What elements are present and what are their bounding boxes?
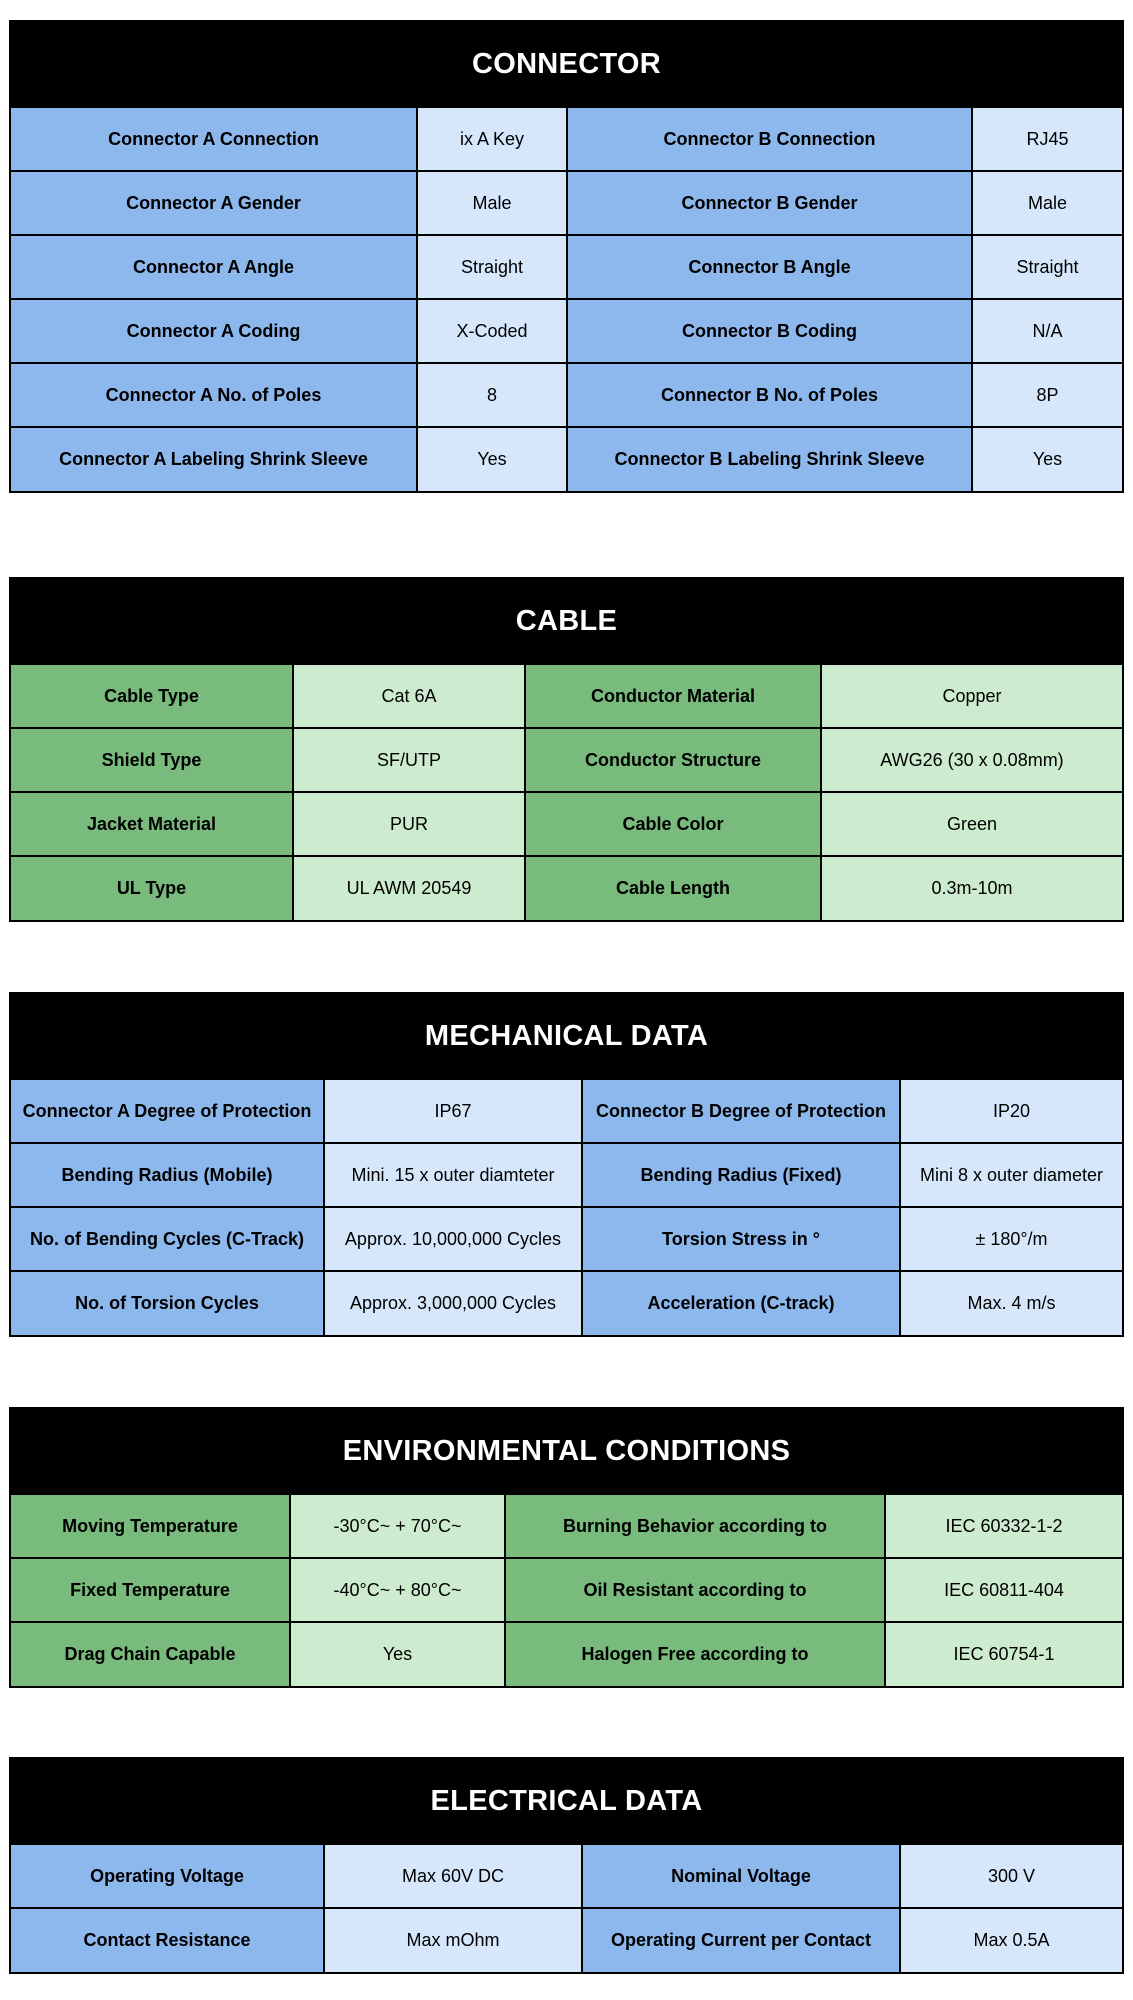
mechanical-section bbox=[9, 992, 1124, 1337]
spec-value: Copper bbox=[821, 664, 1122, 728]
spec-value: IP20 bbox=[900, 1079, 1122, 1143]
spec-value: IEC 60754-1 bbox=[885, 1622, 1122, 1686]
spec-label: Torsion Stress in ° bbox=[582, 1207, 900, 1271]
spec-label: No. of Torsion Cycles bbox=[11, 1271, 324, 1335]
spec-label: Conductor Structure bbox=[525, 728, 821, 792]
spec-label: Connector A Connection bbox=[11, 107, 417, 171]
spec-label: Connector B Angle bbox=[567, 235, 972, 299]
spec-value: Yes bbox=[417, 427, 567, 491]
cable-section bbox=[9, 577, 1124, 922]
table-row bbox=[11, 235, 1122, 299]
spec-label: Connector A No. of Poles bbox=[11, 363, 417, 427]
spec-value: PUR bbox=[293, 792, 525, 856]
spec-value: 300 V bbox=[900, 1844, 1122, 1908]
table-row bbox=[11, 1079, 1122, 1143]
spec-value: RJ45 bbox=[972, 107, 1122, 171]
spec-label: Connector B No. of Poles bbox=[567, 363, 972, 427]
spec-label: Connector B Connection bbox=[567, 107, 972, 171]
table-row bbox=[11, 728, 1122, 792]
spec-label: Bending Radius (Fixed) bbox=[582, 1143, 900, 1207]
spec-value: Green bbox=[821, 792, 1122, 856]
table-row bbox=[11, 1908, 1122, 1972]
electrical-title: ELECTRICAL DATA bbox=[11, 1759, 1122, 1843]
spec-value: Max. 4 m/s bbox=[900, 1271, 1122, 1335]
environmental-section bbox=[9, 1407, 1124, 1688]
spec-label: Cable Length bbox=[525, 856, 821, 920]
spec-value: 8P bbox=[972, 363, 1122, 427]
table-row bbox=[11, 792, 1122, 856]
spec-value: X-Coded bbox=[417, 299, 567, 363]
spec-label: Operating Voltage bbox=[11, 1844, 324, 1908]
spec-value: Male bbox=[417, 171, 567, 235]
spec-label: Fixed Temperature bbox=[11, 1558, 290, 1622]
spec-label: Connector A Degree of Protection bbox=[11, 1079, 324, 1143]
spec-value: IEC 60332-1-2 bbox=[885, 1494, 1122, 1558]
spec-label: Connector B Degree of Protection bbox=[582, 1079, 900, 1143]
spec-label: Bending Radius (Mobile) bbox=[11, 1143, 324, 1207]
spec-label: Shield Type bbox=[11, 728, 293, 792]
spec-label: Connector B Labeling Shrink Sleeve bbox=[567, 427, 972, 491]
table-row bbox=[11, 171, 1122, 235]
spec-label: Drag Chain Capable bbox=[11, 1622, 290, 1686]
spec-label: Conductor Material bbox=[525, 664, 821, 728]
spec-label: Cable Color bbox=[525, 792, 821, 856]
spec-value: Approx. 3,000,000 Cycles bbox=[324, 1271, 582, 1335]
table-row bbox=[11, 299, 1122, 363]
spec-label: Connector A Angle bbox=[11, 235, 417, 299]
spec-value: -30°C~ + 70°C~ bbox=[290, 1494, 505, 1558]
spec-value: N/A bbox=[972, 299, 1122, 363]
electrical-section bbox=[9, 1757, 1124, 1974]
mechanical-title: MECHANICAL DATA bbox=[11, 994, 1122, 1078]
spec-label: Jacket Material bbox=[11, 792, 293, 856]
table-row bbox=[11, 363, 1122, 427]
spec-label: Moving Temperature bbox=[11, 1494, 290, 1558]
spec-value: SF/UTP bbox=[293, 728, 525, 792]
spec-label: Connector B Gender bbox=[567, 171, 972, 235]
spec-label: Contact Resistance bbox=[11, 1908, 324, 1972]
table-row bbox=[11, 1494, 1122, 1558]
table-row bbox=[11, 1207, 1122, 1271]
spec-value: AWG26 (30 x 0.08mm) bbox=[821, 728, 1122, 792]
spec-value: 8 bbox=[417, 363, 567, 427]
spec-label: Connector A Coding bbox=[11, 299, 417, 363]
cable-table bbox=[11, 663, 1122, 920]
spec-value: Straight bbox=[417, 235, 567, 299]
table-row bbox=[11, 107, 1122, 171]
table-row bbox=[11, 1271, 1122, 1335]
environmental-table bbox=[11, 1493, 1122, 1686]
spec-label: Nominal Voltage bbox=[582, 1844, 900, 1908]
spec-value: Yes bbox=[972, 427, 1122, 491]
spec-label: No. of Bending Cycles (C-Track) bbox=[11, 1207, 324, 1271]
table-row bbox=[11, 1558, 1122, 1622]
environmental-title: ENVIRONMENTAL CONDITIONS bbox=[11, 1409, 1122, 1493]
spec-label: Connector A Labeling Shrink Sleeve bbox=[11, 427, 417, 491]
spec-value: IP67 bbox=[324, 1079, 582, 1143]
connector-title: CONNECTOR bbox=[11, 22, 1122, 106]
spec-label: Halogen Free according to bbox=[505, 1622, 885, 1686]
connector-table bbox=[11, 106, 1122, 491]
spec-label: Connector A Gender bbox=[11, 171, 417, 235]
spec-label: Burning Behavior according to bbox=[505, 1494, 885, 1558]
table-row bbox=[11, 856, 1122, 920]
table-row bbox=[11, 664, 1122, 728]
spec-value: Cat 6A bbox=[293, 664, 525, 728]
connector-section bbox=[9, 20, 1124, 493]
spec-value: Max 0.5A bbox=[900, 1908, 1122, 1972]
spec-label: Cable Type bbox=[11, 664, 293, 728]
spec-value: Max mOhm bbox=[324, 1908, 582, 1972]
spec-value: Approx. 10,000,000 Cycles bbox=[324, 1207, 582, 1271]
spec-label: Connector B Coding bbox=[567, 299, 972, 363]
spec-value: Male bbox=[972, 171, 1122, 235]
table-row bbox=[11, 1622, 1122, 1686]
spec-value: ix A Key bbox=[417, 107, 567, 171]
spec-value: ± 180°/m bbox=[900, 1207, 1122, 1271]
spec-value: Straight bbox=[972, 235, 1122, 299]
table-row bbox=[11, 1143, 1122, 1207]
spec-value: Yes bbox=[290, 1622, 505, 1686]
spec-value: Mini 8 x outer diameter bbox=[900, 1143, 1122, 1207]
spec-label: Acceleration (C-track) bbox=[582, 1271, 900, 1335]
spec-label: Operating Current per Contact bbox=[582, 1908, 900, 1972]
table-row bbox=[11, 1844, 1122, 1908]
spec-label: UL Type bbox=[11, 856, 293, 920]
table-row bbox=[11, 427, 1122, 491]
spec-value: -40°C~ + 80°C~ bbox=[290, 1558, 505, 1622]
spec-value: UL AWM 20549 bbox=[293, 856, 525, 920]
spec-value: IEC 60811-404 bbox=[885, 1558, 1122, 1622]
spec-value: 0.3m-10m bbox=[821, 856, 1122, 920]
spec-value: Max 60V DC bbox=[324, 1844, 582, 1908]
cable-title: CABLE bbox=[11, 579, 1122, 663]
spec-value: Mini. 15 x outer diamteter bbox=[324, 1143, 582, 1207]
mechanical-table bbox=[11, 1078, 1122, 1335]
electrical-table bbox=[11, 1843, 1122, 1972]
spec-label: Oil Resistant according to bbox=[505, 1558, 885, 1622]
